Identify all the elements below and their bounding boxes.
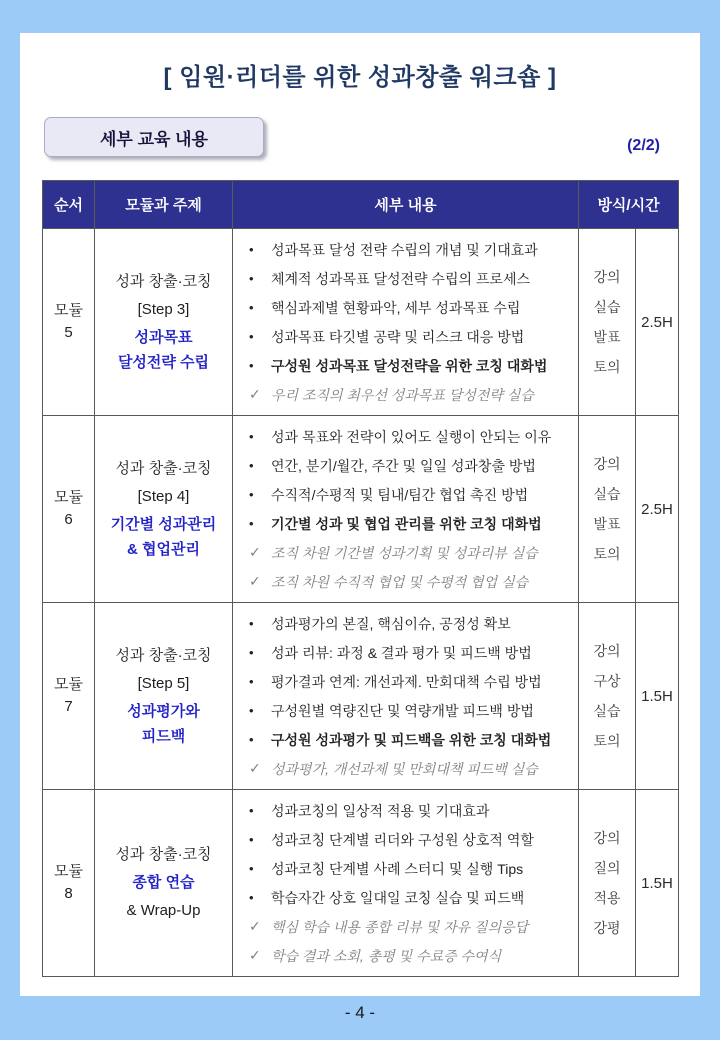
method-item: 구상 <box>593 673 621 689</box>
detail-cell <box>233 229 579 416</box>
topic-line: [Step 4] <box>137 487 190 505</box>
method-item: 강의 <box>593 269 621 285</box>
bullet-item: • 성과 리뷰: 과정 & 결과 평가 및 피드백 방법 <box>245 638 574 667</box>
order-label: 모듈 <box>54 863 83 880</box>
order-number: 6 <box>64 511 73 528</box>
topic-cell <box>95 229 233 416</box>
section-badge <box>44 117 264 157</box>
check-item: ✓ 핵심 학습 내용 종합 리뷰 및 자유 질의응답 <box>245 912 574 941</box>
order-cell <box>43 603 95 790</box>
order-label: 모듈 <box>54 676 83 693</box>
method-item: 질의 <box>593 860 621 876</box>
time-cell: 1.5H <box>636 603 679 790</box>
topic-line: 기간별 성과관리 <box>110 515 217 533</box>
bullet-icon: • <box>249 242 254 257</box>
bullet-item: • 구성원 성과평가 및 피드백을 위한 코칭 대화법 <box>245 725 574 754</box>
check-icon: ✓ <box>249 573 261 589</box>
topic-line: 성과 창출·코칭 <box>115 846 212 863</box>
bullet-icon: • <box>249 271 254 286</box>
header-topic: 모듈과 주제 <box>95 181 233 229</box>
method-item: 강의 <box>593 830 621 846</box>
section-badge-label: 세부 교육 내용 <box>100 129 208 149</box>
method-item: 토의 <box>593 359 621 375</box>
footer-page-number: - 4 - <box>344 1003 376 1022</box>
bullet-item: • 연간, 분기/월간, 주간 및 일일 성과창출 방법 <box>245 451 574 480</box>
bullet-icon: • <box>249 890 254 905</box>
method-item: 강의 <box>593 643 621 659</box>
table-row-module-7 <box>43 603 679 790</box>
header-detail: 세부 내용 <box>233 181 579 229</box>
topic-cell <box>95 416 233 603</box>
method-item: 토의 <box>593 546 621 562</box>
topic-line: 성과평가와 <box>127 702 200 720</box>
table-row-module-8 <box>43 790 679 977</box>
time-cell: 2.5H <box>636 416 679 603</box>
bullet-icon: • <box>249 487 254 502</box>
order-label: 모듈 <box>54 489 83 506</box>
document-page <box>20 33 700 996</box>
bullet-item: • 성과목표 달성 전략 수립의 개념 및 기대효과 <box>245 235 574 264</box>
bullet-item: • 기간별 성과 및 협업 관리를 위한 코칭 대화법 <box>245 509 574 538</box>
header-method-time: 방식/시간 <box>579 181 679 229</box>
method-item: 강평 <box>593 920 621 936</box>
bullet-icon: • <box>249 645 254 660</box>
bullet-item: • 수직적/수평적 및 팀내/팀간 협업 촉진 방법 <box>245 480 574 509</box>
method-item: 실습 <box>593 299 621 315</box>
check-icon: ✓ <box>249 947 261 963</box>
topic-line: 피드백 <box>141 727 186 745</box>
bullet-item: • 성과코칭 단계별 사례 스터디 및 실행 Tips <box>245 854 574 883</box>
method-item: 발표 <box>593 329 621 345</box>
bullet-icon: • <box>249 516 254 531</box>
method-item: 실습 <box>593 486 621 502</box>
method-item: 강의 <box>593 456 621 472</box>
bullet-icon: • <box>249 703 254 718</box>
check-item: ✓ 조직 차원 수직적 협업 및 수평적 협업 실습 <box>245 567 574 596</box>
bullet-item: • 성과 목표와 전략이 있어도 실행이 안되는 이유 <box>245 422 574 451</box>
order-number: 5 <box>64 324 73 341</box>
method-item: 토의 <box>593 733 621 749</box>
order-number: 7 <box>64 698 73 715</box>
check-icon: ✓ <box>249 760 261 776</box>
bullet-item: • 구성원 성과목표 달성전략을 위한 코칭 대화법 <box>245 351 574 380</box>
time-cell: 2.5H <box>636 229 679 416</box>
bullet-item: • 핵심과제별 현황파악, 세부 성과목표 수립 <box>245 293 574 322</box>
page-title: [ 임원·리더를 위한 성과창출 워크숍 ] <box>163 64 557 91</box>
bullet-icon: • <box>249 329 254 344</box>
method-cell <box>579 603 636 790</box>
method-cell <box>579 229 636 416</box>
check-icon: ✓ <box>249 386 261 402</box>
topic-cell <box>95 790 233 977</box>
curriculum-table <box>42 180 679 977</box>
table-row-module-6 <box>43 416 679 603</box>
method-item: 실습 <box>593 703 621 719</box>
bullet-item: • 평가결과 연계: 개선과제. 만회대책 수립 방법 <box>245 667 574 696</box>
bullet-item: • 성과목표 타깃별 공략 및 리스크 대응 방법 <box>245 322 574 351</box>
check-item: ✓ 성과평가, 개선과제 및 만회대책 피드백 실습 <box>245 754 574 783</box>
check-icon: ✓ <box>249 544 261 560</box>
topic-line: 성과목표 <box>134 328 193 346</box>
order-number: 8 <box>64 885 73 902</box>
bullet-icon: • <box>249 429 254 444</box>
bullet-icon: • <box>249 616 254 631</box>
topic-line: & 협업관리 <box>127 540 200 558</box>
bullet-icon: • <box>249 358 254 373</box>
bullet-item: • 성과코칭의 일상적 적용 및 기대효과 <box>245 796 574 825</box>
bullet-item: • 학습자간 상호 일대일 코칭 실습 및 피드백 <box>245 883 574 912</box>
bullet-icon: • <box>249 832 254 847</box>
topic-line: & Wrap-Up <box>126 902 201 919</box>
bullet-item: • 체계적 성과목표 달성전략 수립의 프로세스 <box>245 264 574 293</box>
page-indicator: (2/2) <box>627 137 660 154</box>
check-icon: ✓ <box>249 918 261 934</box>
bullet-icon: • <box>249 803 254 818</box>
method-item: 발표 <box>593 516 621 532</box>
table-row-module-5 <box>43 229 679 416</box>
bullet-icon: • <box>249 732 254 747</box>
topic-line: 성과 창출·코칭 <box>115 646 212 664</box>
topic-line: 종합 연습 <box>132 874 195 891</box>
topic-line: 달성전략 수립 <box>117 353 210 371</box>
topic-line: 성과 창출·코칭 <box>115 459 212 477</box>
bullet-item: • 성과평가의 본질, 핵심이슈, 공정성 확보 <box>245 609 574 638</box>
bullet-item: • 성과코칭 단계별 리더와 구성원 상호적 역할 <box>245 825 574 854</box>
detail-cell <box>233 790 579 977</box>
order-label: 모듈 <box>54 302 83 319</box>
detail-cell <box>233 603 579 790</box>
time-cell: 1.5H <box>636 790 679 977</box>
detail-cell <box>233 416 579 603</box>
check-item: ✓ 학습 결과 소회, 총평 및 수료증 수여식 <box>245 941 574 970</box>
order-cell <box>43 416 95 603</box>
method-item: 적용 <box>593 890 621 906</box>
method-cell <box>579 416 636 603</box>
bullet-icon: • <box>249 861 254 876</box>
bullet-icon: • <box>249 300 254 315</box>
table-header-row <box>43 181 679 229</box>
check-item: ✓ 우리 조직의 최우선 성과목표 달성전략 실습 <box>245 380 574 409</box>
order-cell <box>43 790 95 977</box>
topic-cell <box>95 603 233 790</box>
topic-line: [Step 3] <box>137 300 190 318</box>
bullet-item: • 구성원별 역량진단 및 역량개발 피드백 방법 <box>245 696 574 725</box>
topic-line: [Step 5] <box>137 674 190 692</box>
order-cell <box>43 229 95 416</box>
method-cell <box>579 790 636 977</box>
bullet-icon: • <box>249 458 254 473</box>
check-item: ✓ 조직 차원 기간별 성과기획 및 성과리뷰 실습 <box>245 538 574 567</box>
topic-line: 성과 창출·코칭 <box>115 272 212 290</box>
bullet-icon: • <box>249 674 254 689</box>
header-order: 순서 <box>43 181 95 229</box>
